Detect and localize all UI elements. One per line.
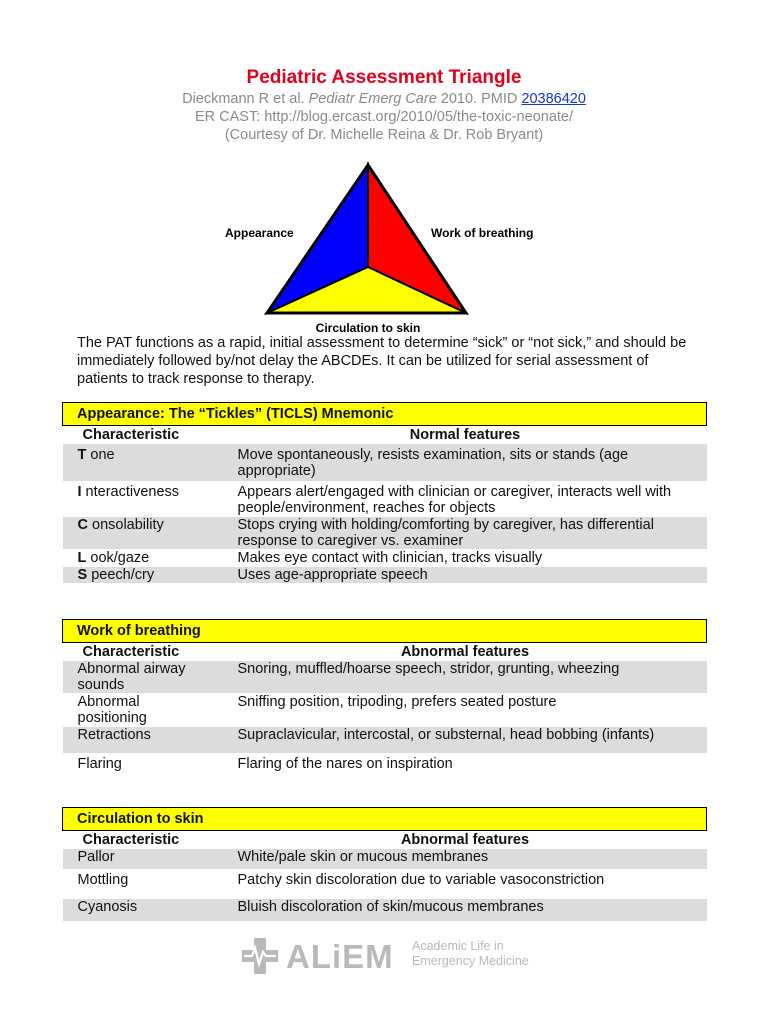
- aliem-tagline: Academic Life in Emergency Medicine: [412, 939, 529, 968]
- breathing-table: [62, 619, 707, 773]
- table-row: Pallor White/pale skin or mucous membranes: [63, 849, 707, 870]
- table-row: Mottling Patchy skin discoloration due to variable vasoconstriction: [63, 870, 707, 899]
- intro-paragraph: The PAT functions as a rapid, initial assessment to determine “sick” or “not sick,” and should be immediately followed by/not delay the ABCDEs. It can be utilized for serial assessment of patients to track response to therapy.: [77, 335, 687, 387]
- appearance-table: [62, 402, 707, 584]
- label-appearance: Appearance: [225, 226, 294, 240]
- pmid-link[interactable]: 20386420: [521, 91, 586, 107]
- document-header: [0, 66, 768, 144]
- table-row: Cyanosis Bluish discoloration of skin/mucous membranes: [63, 899, 707, 922]
- courtesy-line: (Courtesy of Dr. Michelle Reina & Dr. Rob Bryant): [224, 127, 544, 143]
- aliem-wordmark: ALiEM: [286, 938, 394, 975]
- table-row: Retractions Supraclavicular, intercostal, or substernal, head bobbing (infants): [63, 727, 707, 754]
- aliem-cross-icon: [240, 936, 280, 976]
- assessment-triangle-diagram: [0, 155, 768, 340]
- label-work-of-breathing: Work of breathing: [431, 226, 534, 240]
- appearance-heading: Appearance: The “Tickles” (TICLS) Mnemonic: [63, 403, 707, 426]
- circulation-column-header: Characteristic Abnormal features: [63, 831, 707, 850]
- breathing-heading: Work of breathing: [63, 620, 707, 643]
- ercast-line: ER CAST: http://blog.ercast.org/2010/05/the-toxic-neonate/: [194, 109, 574, 125]
- breathing-column-header: Characteristic Abnormal features: [63, 643, 707, 662]
- journal-name: Pediatr Emerg Care: [308, 91, 437, 107]
- table-row: Abnormal positioning Sniffing position, tripoding, prefers seated posture: [63, 694, 707, 727]
- table-row: C onsolability Stops crying with holding/comforting by caregiver, has differential response to caregiver vs. examiner: [63, 517, 707, 550]
- table-row: T one Move spontaneously, resists examination, sits or stands (age appropriate): [63, 444, 707, 482]
- table-row: I nteractiveness Appears alert/engaged with clinician or caregiver, interacts well with people/environment, reaches for objects: [63, 482, 707, 517]
- table-row: L ook/gaze Makes eye contact with clinician, tracks visually: [63, 550, 707, 567]
- page-title: Pediatric Assessment Triangle: [246, 67, 522, 88]
- appearance-column-header: Characteristic Normal features: [63, 426, 707, 445]
- table-row: Flaring Flaring of the nares on inspiration: [63, 754, 707, 773]
- aliem-logo: [240, 936, 560, 976]
- table-row: S peech/cry Uses age-appropriate speech: [63, 567, 707, 584]
- circulation-table: [62, 807, 707, 922]
- table-row: Abnormal airway sounds Snoring, muffled/hoarse speech, stridor, grunting, wheezing: [63, 661, 707, 694]
- label-circulation: Circulation to skin: [315, 321, 421, 335]
- citation-line: Dieckmann R et al. Pediatr Emerg Care 2010. PMID 20386420: [182, 91, 586, 107]
- circulation-heading: Circulation to skin: [63, 808, 707, 831]
